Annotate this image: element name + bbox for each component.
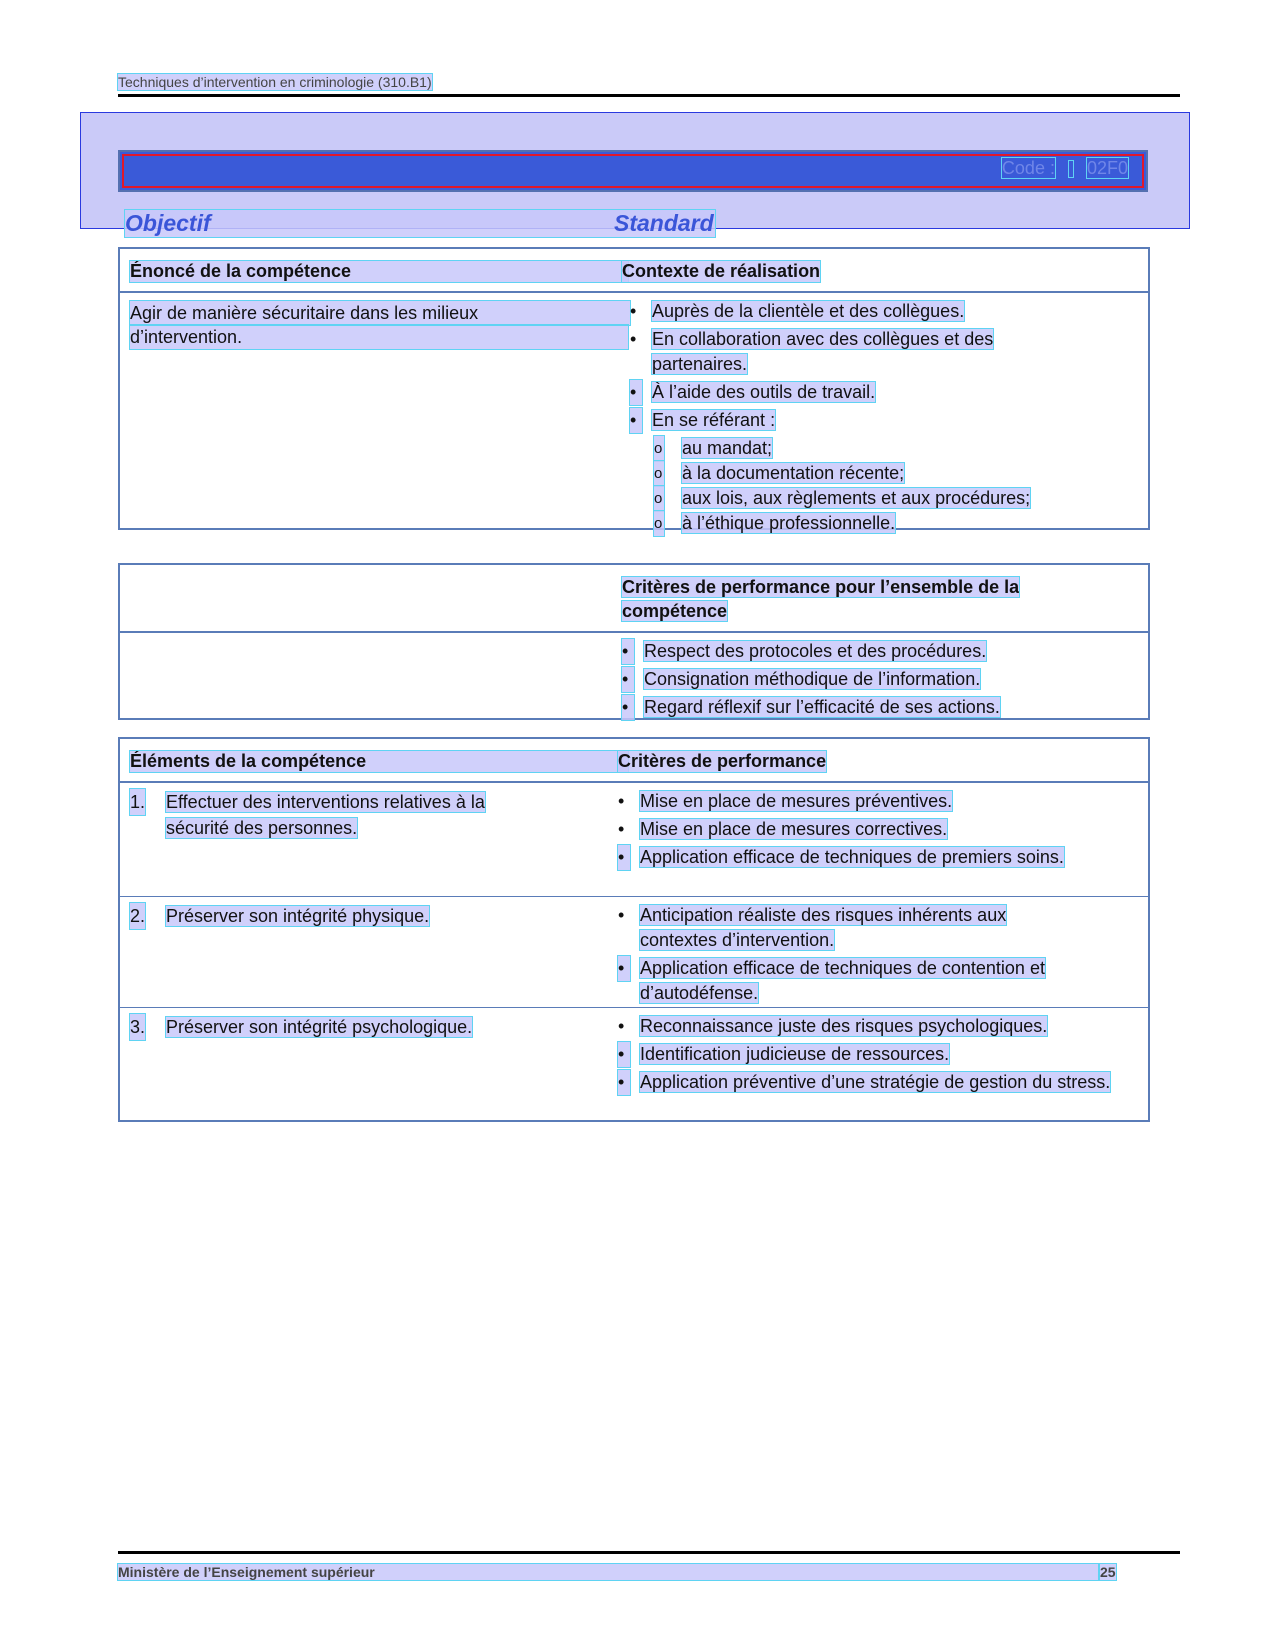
- bullet-icon: •: [622, 695, 634, 720]
- document-header: Techniques d’intervention en criminologie (310.B1): [118, 74, 432, 90]
- element-cell: [130, 1014, 630, 1040]
- list-item: o à l’éthique professionnelle.: [682, 511, 1140, 536]
- element-cell: [130, 789, 550, 841]
- list-item: • Auprès de la clientèle et des collègues.: [630, 299, 1140, 324]
- page-number: 25: [1100, 1564, 1116, 1580]
- list-item: • Respect des protocoles et des procédures.: [622, 639, 1140, 664]
- code-separator: [1069, 161, 1073, 177]
- criteria-cell: [618, 903, 1140, 1009]
- criteria-list: [618, 789, 1140, 870]
- criteria-list: [618, 903, 1140, 1006]
- reference-list: [630, 436, 1140, 536]
- global-criteria-table: [118, 563, 1150, 720]
- criteria-cell: [618, 789, 1140, 873]
- bullet-icon: •: [618, 1070, 630, 1095]
- element-cell: [130, 903, 630, 929]
- list-item: o aux lois, aux règlements et aux procédures;: [682, 486, 1140, 511]
- list-item: • En collaboration avec des collègues et des partenaires.: [630, 329, 994, 374]
- bullet-icon: •: [618, 1042, 630, 1067]
- circle-bullet-icon: o: [654, 486, 664, 511]
- list-item: • En se référant :: [630, 408, 1140, 433]
- criteria-header: Critères de performance: [618, 751, 827, 771]
- global-criteria-header: Critères de performance pour l’ensemble de la compétence: [622, 577, 1020, 621]
- table-row: [120, 897, 1148, 1008]
- table-row: [120, 1008, 1148, 1120]
- list-item: • Application préventive d’une stratégie de gestion du stress.: [618, 1070, 1120, 1095]
- circle-bullet-icon: o: [654, 461, 664, 486]
- code-bar-frame: [122, 154, 1144, 188]
- circle-bullet-icon: o: [654, 511, 664, 536]
- code-prefix: Code :: [1001, 158, 1055, 178]
- context-list: [630, 299, 1140, 433]
- table-row: [120, 293, 1148, 533]
- statement-line: d’intervention.: [130, 325, 628, 349]
- code-label: [1002, 158, 1128, 179]
- bullet-icon: •: [630, 380, 642, 405]
- bullet-icon: •: [618, 956, 630, 981]
- criteria-cell: [618, 1014, 1140, 1098]
- section-objectif: Objectif: [125, 210, 715, 237]
- table-row: [120, 633, 1148, 719]
- bullet-icon: •: [630, 408, 642, 433]
- bullet-icon: •: [618, 905, 625, 925]
- table-header-row: [120, 249, 1148, 293]
- context-cell: [630, 299, 1140, 536]
- bullet-icon: •: [622, 639, 634, 664]
- competency-code: 02F0: [1086, 158, 1128, 178]
- statement-line: Agir de manière sécuritaire dans les milieux: [130, 301, 630, 325]
- list-item: • Application efficace de techniques de premiers soins.: [618, 845, 1070, 870]
- code-bar: [118, 150, 1148, 192]
- list-item: • À l’aide des outils de travail.: [630, 380, 1140, 405]
- statement-header: Énoncé de la compétence: [130, 261, 628, 282]
- footer-ministry: Ministère de l’Enseignement supérieur: [118, 1564, 1098, 1580]
- circle-bullet-icon: o: [654, 436, 664, 461]
- competency-statement: [130, 301, 630, 349]
- list-item: o au mandat;: [682, 436, 1140, 461]
- global-criteria-list: [622, 639, 1140, 720]
- competency-statement-table: [118, 247, 1150, 533]
- element-3: 3. Préserver son intégrité psychologique.: [130, 1014, 630, 1040]
- bullet-icon: •: [622, 667, 634, 692]
- global-criteria-cell: [622, 639, 1140, 723]
- bullet-icon: •: [618, 1016, 625, 1036]
- table-row: [120, 783, 1148, 897]
- bullet-icon: •: [618, 819, 625, 839]
- context-header: Contexte de réalisation: [622, 261, 821, 281]
- section-standard: Standard: [614, 210, 714, 236]
- table-header-row: [120, 565, 1148, 633]
- header-rule: [118, 94, 1180, 97]
- bullet-icon: •: [618, 845, 630, 870]
- list-item: • Regard réflexif sur l’efficacité de ses actions.: [622, 695, 1140, 720]
- elements-header: Éléments de la compétence: [130, 751, 628, 772]
- bullet-icon: •: [630, 301, 637, 321]
- list-item: • Anticipation réaliste des risques inhérents aux contextes d’intervention.: [618, 905, 1007, 950]
- footer-rule: [118, 1551, 1180, 1554]
- element-2: 2. Préserver son intégrité physique.: [130, 903, 630, 929]
- list-item: • Reconnaissance juste des risques psychologiques.: [618, 1014, 1140, 1039]
- bullet-icon: •: [618, 791, 625, 811]
- list-item: • Application efficace de techniques de contention et d’autodéfense.: [618, 958, 1045, 1003]
- list-item: • Identification judicieuse de ressources.: [618, 1042, 1140, 1067]
- list-item: • Consignation méthodique de l’information.: [622, 667, 1140, 692]
- table-header-row: [120, 739, 1148, 783]
- elements-table: [118, 737, 1150, 1122]
- criteria-list: [618, 1014, 1140, 1095]
- bullet-icon: •: [630, 329, 637, 349]
- list-item: • Mise en place de mesures préventives.: [618, 789, 1140, 814]
- list-item: • Mise en place de mesures correctives.: [618, 817, 1140, 842]
- list-item: o à la documentation récente;: [682, 461, 1140, 486]
- element-1: 1. Effectuer des interventions relatives à la sécurité des personnes.: [130, 789, 550, 841]
